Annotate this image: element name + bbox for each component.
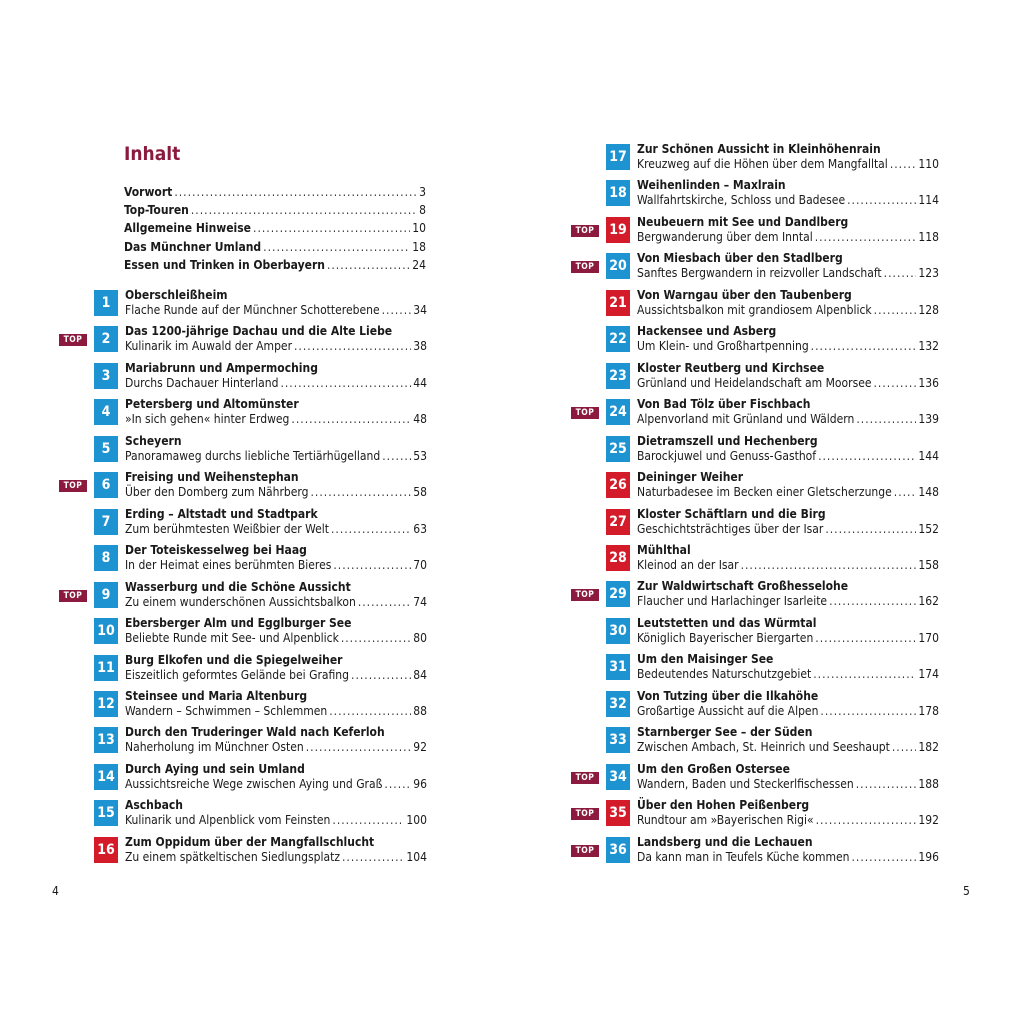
tour-number-badge: 21 xyxy=(606,290,630,316)
tour-subtitle-row xyxy=(637,303,939,317)
tour-subtitle: Eiszeitlich geformtes Gelände bei Grafing xyxy=(125,667,350,682)
leader-dots xyxy=(294,339,411,353)
tour-title: Von Warngau über den Taubenberg xyxy=(637,287,852,302)
tour-subtitle-row xyxy=(125,850,427,864)
tour-page: 100 xyxy=(406,813,427,828)
tour-subtitle-row xyxy=(125,558,427,572)
tour-subtitle-row xyxy=(125,412,427,426)
tour-title: Burg Elkofen und die Spiegelweiher xyxy=(125,652,343,667)
tour-subtitle: Großartige Aussicht auf die Alpen xyxy=(637,703,819,718)
tour-subtitle: Aussichtsbalkon mit grandiosem Alpenblick xyxy=(637,302,872,317)
leader-dots xyxy=(311,485,412,499)
tour-page: 136 xyxy=(918,375,939,390)
top-badge: TOP xyxy=(571,808,599,820)
tour-title: Durch den Truderinger Wald nach Keferloh xyxy=(125,725,385,740)
leader-dots xyxy=(818,449,916,463)
leader-dots xyxy=(890,157,917,171)
tour-title: Landsberg und die Lechauen xyxy=(637,834,813,849)
tour-subtitle-row xyxy=(637,667,939,681)
tour-subtitle-row xyxy=(125,777,427,791)
tour-title: Starnberger See – der Süden xyxy=(637,725,813,740)
intro-page: 24 xyxy=(412,257,426,272)
tour-subtitle-row xyxy=(637,157,939,171)
top-badge: TOP xyxy=(571,225,599,237)
leader-dots xyxy=(174,185,417,199)
tour-number-badge: 25 xyxy=(606,436,630,462)
tour-subtitle: Naturbadesee im Becken einer Gletscherzunge xyxy=(637,485,892,500)
tour-subtitle: Bergwanderung über dem Inntal xyxy=(637,229,813,244)
tour-page: 182 xyxy=(918,740,939,755)
top-badge: TOP xyxy=(59,590,87,602)
tour-subtitle: Kleinod an der Isar xyxy=(637,557,739,572)
tour-title: Von Tutzing über die Ilkahöhe xyxy=(637,688,819,703)
tour-subtitle-row xyxy=(125,485,427,499)
tour-title: Oberschleißheim xyxy=(125,288,228,302)
tour-subtitle-row xyxy=(125,595,427,609)
tour-page: 63 xyxy=(413,521,427,536)
leader-dots xyxy=(291,412,411,426)
tour-subtitle: Beliebte Runde mit See- und Alpenblick xyxy=(125,631,339,646)
leader-dots xyxy=(874,303,917,317)
leader-dots xyxy=(884,266,917,280)
page-number: 4 xyxy=(52,884,59,898)
tour-subtitle-row xyxy=(637,594,939,608)
tour-title: Wasserburg und die Schöne Aussicht xyxy=(125,579,351,594)
leader-dots xyxy=(333,558,411,572)
tour-page: 148 xyxy=(918,485,939,500)
tour-page: 174 xyxy=(918,667,939,682)
tour-subtitle: Barockjuwel und Genuss-Gasthof xyxy=(637,448,817,463)
tour-page: 88 xyxy=(413,703,427,718)
tour-title: Mariabrunn und Ampermoching xyxy=(125,360,318,375)
tour-title: Aschbach xyxy=(125,798,183,813)
tour-number-badge: 26 xyxy=(606,472,630,498)
page-title: Inhalt xyxy=(124,143,181,165)
tour-title: Hackensee und Asberg xyxy=(637,324,777,339)
leader-dots xyxy=(306,740,412,754)
top-badge: TOP xyxy=(571,772,599,784)
tour-number-badge: 34 xyxy=(606,764,630,790)
tour-subtitle: Kulinarik im Auwald der Amper xyxy=(125,339,292,354)
tour-number-badge: 17 xyxy=(606,144,630,170)
tour-subtitle: Über den Domberg zum Nährberg xyxy=(125,485,309,500)
leader-dots xyxy=(815,230,917,244)
tour-title: Petersberg und Altomünster xyxy=(125,397,299,412)
leader-dots xyxy=(851,850,916,864)
tour-subtitle-row xyxy=(125,631,427,645)
tour-title: Durch Aying und sein Umland xyxy=(125,761,305,776)
tour-title: Mühlthal xyxy=(637,542,691,557)
tour-page: 70 xyxy=(413,558,427,573)
leader-dots xyxy=(816,813,917,827)
leader-dots xyxy=(382,303,412,317)
tour-number-badge: 2 xyxy=(94,326,118,352)
tour-subtitle: Flache Runde auf der Münchner Schotterebene xyxy=(125,303,380,317)
tour-title: Ebersberger Alm und Egglburger See xyxy=(125,616,352,631)
tour-subtitle-row xyxy=(125,449,427,463)
top-badge: TOP xyxy=(59,334,87,346)
tour-subtitle: Um Klein- und Großhartpenning xyxy=(637,339,809,354)
tour-page: 38 xyxy=(413,339,427,354)
leader-dots xyxy=(813,667,916,681)
tour-title: Über den Hohen Peißenberg xyxy=(637,798,810,813)
tour-number-badge: 20 xyxy=(606,253,630,279)
tour-title: Von Miesbach über den Stadlberg xyxy=(637,251,843,266)
leader-dots xyxy=(342,850,404,864)
leader-dots xyxy=(825,522,916,536)
tour-subtitle-row xyxy=(637,485,939,499)
intro-item xyxy=(124,258,426,276)
tour-subtitle: Zum berühmtesten Weißbier der Welt xyxy=(125,521,329,536)
tour-number-badge: 14 xyxy=(94,764,118,790)
tour-subtitle-row xyxy=(125,303,427,317)
tour-page: 158 xyxy=(918,557,939,572)
tour-title: Deininger Weiher xyxy=(637,470,744,485)
tour-title: Leutstetten und das Würmtal xyxy=(637,615,817,630)
tour-number-badge: 11 xyxy=(94,655,118,681)
tour-number-badge: 7 xyxy=(94,509,118,535)
top-badge: TOP xyxy=(571,261,599,273)
leader-dots xyxy=(384,777,411,791)
top-badge: TOP xyxy=(571,589,599,601)
tour-page: 188 xyxy=(918,776,939,791)
tour-subtitle: Durchs Dachauer Hinterland xyxy=(125,375,279,390)
leader-dots xyxy=(856,777,917,791)
tour-subtitle-row xyxy=(637,230,939,244)
tour-page: 162 xyxy=(918,594,939,609)
tour-subtitle: Wandern – Schwimmen – Schlemmen xyxy=(125,703,328,718)
tour-subtitle-row xyxy=(637,339,939,353)
tour-subtitle-row xyxy=(637,522,939,536)
tour-subtitle: In der Heimat eines berühmten Bieres xyxy=(125,558,332,573)
leader-dots xyxy=(329,704,411,718)
tour-title: Um den Großen Ostersee xyxy=(637,761,790,776)
tour-page: 92 xyxy=(413,740,427,755)
tour-number-badge: 23 xyxy=(606,363,630,389)
tour-title: Kloster Reutberg und Kirchsee xyxy=(637,360,825,375)
tour-number-badge: 18 xyxy=(606,180,630,206)
tour-page: 144 xyxy=(918,448,939,463)
tour-number-badge: 36 xyxy=(606,837,630,863)
intro-label: Das Münchner Umland xyxy=(124,239,262,254)
tour-number-badge: 9 xyxy=(94,582,118,608)
intro-item xyxy=(124,240,426,258)
top-badge: TOP xyxy=(571,407,599,419)
tour-page: 44 xyxy=(413,375,427,390)
tour-subtitle: Naherholung im Münchner Osten xyxy=(125,740,304,755)
tour-page: 170 xyxy=(918,630,939,645)
tour-number-badge: 27 xyxy=(606,509,630,535)
tour-subtitle: Panoramaweg durchs liebliche Tertiärhügelland xyxy=(125,448,381,463)
tour-title: Der Toteiskesselweg bei Haag xyxy=(125,543,307,558)
tour-page: 34 xyxy=(413,303,427,317)
tour-number-badge: 31 xyxy=(606,654,630,680)
tour-subtitle-row xyxy=(637,558,939,572)
leader-dots xyxy=(191,203,417,217)
tour-subtitle: Königlich Bayerischer Biergarten xyxy=(637,630,814,645)
tour-number-badge: 10 xyxy=(94,618,118,644)
tour-title: Weihenlinden – Maxlrain xyxy=(637,178,786,193)
tour-number-badge: 8 xyxy=(94,545,118,571)
top-badge: TOP xyxy=(59,480,87,492)
tour-title: Kloster Schäftlarn und die Birg xyxy=(637,506,826,521)
tour-subtitle: Zu einem wunderschönen Aussichtsbalkon xyxy=(125,594,356,609)
tour-subtitle-row xyxy=(125,704,427,718)
tour-number-badge: 13 xyxy=(94,727,118,753)
tour-page: 139 xyxy=(918,412,939,427)
leader-dots xyxy=(873,376,916,390)
intro-page: 8 xyxy=(419,203,426,218)
tour-page: 128 xyxy=(918,302,939,317)
tour-page: 53 xyxy=(413,448,427,463)
tour-number-badge: 33 xyxy=(606,727,630,753)
tour-page: 80 xyxy=(413,631,427,646)
tour-number-badge: 16 xyxy=(94,837,118,863)
tour-number-badge: 5 xyxy=(94,436,118,462)
tour-title: Freising und Weihenstephan xyxy=(125,470,299,485)
tour-number-badge: 24 xyxy=(606,399,630,425)
tour-subtitle-row xyxy=(637,740,939,754)
leader-dots xyxy=(263,240,410,254)
tour-subtitle-row xyxy=(637,813,939,827)
leader-dots xyxy=(253,221,410,235)
tour-number-badge: 35 xyxy=(606,800,630,826)
tour-subtitle: »In sich gehen« hinter Erdweg xyxy=(125,412,290,427)
leader-dots xyxy=(332,813,404,827)
tour-title: Steinsee und Maria Altenburg xyxy=(125,688,308,703)
tour-title: Zur Schönen Aussicht in Kleinhöhenrain xyxy=(637,142,881,156)
tour-subtitle-row xyxy=(637,850,939,864)
intro-item xyxy=(124,221,426,239)
leader-dots xyxy=(815,631,916,645)
tour-subtitle: Kulinarik und Alpenblick vom Feinsten xyxy=(125,813,331,828)
tour-subtitle: Kreuzweg auf die Höhen über dem Mangfalltal xyxy=(637,157,888,171)
tour-subtitle: Da kann man in Teufels Küche kommen xyxy=(637,849,850,864)
intro-label: Allgemeine Hinweise xyxy=(124,221,252,236)
tour-page: 178 xyxy=(918,703,939,718)
tour-number-badge: 19 xyxy=(606,217,630,243)
leader-dots xyxy=(341,631,411,645)
tour-subtitle-row xyxy=(125,376,427,390)
tour-number-badge: 32 xyxy=(606,691,630,717)
tour-subtitle: Sanftes Bergwandern in reizvoller Landschaft xyxy=(637,266,882,281)
leader-dots xyxy=(894,485,917,499)
tour-subtitle-row xyxy=(125,522,427,536)
tour-page: 192 xyxy=(918,813,939,828)
intro-item xyxy=(124,203,426,221)
intro-list xyxy=(124,185,426,276)
tour-number-badge: 4 xyxy=(94,399,118,425)
tour-number-badge: 3 xyxy=(94,363,118,389)
tour-number-badge: 22 xyxy=(606,326,630,352)
intro-label: Top-Touren xyxy=(124,203,189,218)
tour-page: 84 xyxy=(413,667,427,682)
tour-subtitle-row xyxy=(125,339,427,353)
intro-page: 3 xyxy=(419,185,426,199)
tour-subtitle-row xyxy=(637,266,939,280)
tour-page: 132 xyxy=(918,339,939,354)
tour-title: Erding – Altstadt und Stadtpark xyxy=(125,506,318,521)
tour-page: 114 xyxy=(918,193,939,208)
tour-title: Scheyern xyxy=(125,433,182,448)
tour-subtitle-row xyxy=(637,631,939,645)
leader-dots xyxy=(741,558,917,572)
leader-dots xyxy=(280,376,411,390)
leader-dots xyxy=(829,594,916,608)
tour-subtitle-row xyxy=(125,813,427,827)
tour-number-badge: 29 xyxy=(606,581,630,607)
tour-page: 96 xyxy=(413,776,427,791)
tour-page: 123 xyxy=(918,266,939,281)
intro-label: Vorwort xyxy=(124,185,173,199)
tour-title: Um den Maisinger See xyxy=(637,652,774,667)
leader-dots xyxy=(351,668,411,682)
page-number: 5 xyxy=(963,884,970,898)
tour-page: 152 xyxy=(918,521,939,536)
intro-page: 18 xyxy=(412,239,426,254)
tour-page: 58 xyxy=(413,485,427,500)
leader-dots xyxy=(331,522,411,536)
tour-page: 196 xyxy=(918,849,939,864)
tour-subtitle: Geschichtsträchtiges über der Isar xyxy=(637,521,824,536)
tour-subtitle: Rundtour am »Bayerischen Rigi« xyxy=(637,813,814,828)
leader-dots xyxy=(892,740,917,754)
leader-dots xyxy=(382,449,411,463)
tour-page: 48 xyxy=(413,412,427,427)
tour-page: 74 xyxy=(413,594,427,609)
tour-subtitle: Aussichtsreiche Wege zwischen Aying und Graß xyxy=(125,776,383,791)
tour-subtitle-row xyxy=(125,668,427,682)
tour-page: 110 xyxy=(918,157,939,171)
leader-dots xyxy=(856,412,916,426)
tour-title: Dietramszell und Hechenberg xyxy=(637,433,818,448)
leader-dots xyxy=(811,339,917,353)
tour-page: 118 xyxy=(918,229,939,244)
tour-subtitle: Flaucher und Harlachinger Isarleite xyxy=(637,594,828,609)
tour-number-badge: 28 xyxy=(606,545,630,571)
tour-number-badge: 1 xyxy=(94,290,118,316)
tour-subtitle-row xyxy=(637,777,939,791)
tour-title: Zum Oppidum über der Mangfallschlucht xyxy=(125,834,375,849)
tour-subtitle-row xyxy=(637,449,939,463)
leader-dots xyxy=(820,704,916,718)
tour-subtitle: Bedeutendes Naturschutzgebiet xyxy=(637,667,812,682)
tour-subtitle-row xyxy=(637,704,939,718)
tour-title: Von Bad Tölz über Fischbach xyxy=(637,397,811,412)
tour-subtitle: Zu einem spätkeltischen Siedlungsplatz xyxy=(125,849,340,864)
intro-label: Essen und Trinken in Oberbayern xyxy=(124,257,325,272)
tour-number-badge: 6 xyxy=(94,472,118,498)
leader-dots xyxy=(327,258,410,272)
tour-number-badge: 30 xyxy=(606,618,630,644)
top-badge: TOP xyxy=(571,845,599,857)
tour-page: 104 xyxy=(406,849,427,864)
leader-dots xyxy=(358,595,411,609)
tour-subtitle: Alpenvorland mit Grünland und Wäldern xyxy=(637,412,855,427)
tour-subtitle: Wandern, Baden und Steckerlfischessen xyxy=(637,776,854,791)
tour-title: Das 1200-jährige Dachau und die Alte Liebe xyxy=(125,324,393,339)
tour-subtitle-row xyxy=(125,740,427,754)
intro-page: 10 xyxy=(412,221,426,236)
tour-subtitle: Wallfahrtskirche, Schloss und Badesee xyxy=(637,193,846,208)
tour-subtitle: Grünland und Heidelandschaft am Moorsee xyxy=(637,375,872,390)
tour-number-badge: 15 xyxy=(94,800,118,826)
tour-subtitle: Zwischen Ambach, St. Heinrich und Seeshaupt xyxy=(637,740,890,755)
tour-title: Neubeuern mit See und Dandlberg xyxy=(637,214,849,229)
tour-number-badge: 12 xyxy=(94,691,118,717)
intro-item xyxy=(124,185,426,203)
tour-subtitle-row xyxy=(637,193,939,207)
tour-subtitle-row xyxy=(637,376,939,390)
tour-subtitle-row xyxy=(637,412,939,426)
leader-dots xyxy=(847,193,916,207)
tour-title: Zur Waldwirtschaft Großhesselohe xyxy=(637,579,849,594)
